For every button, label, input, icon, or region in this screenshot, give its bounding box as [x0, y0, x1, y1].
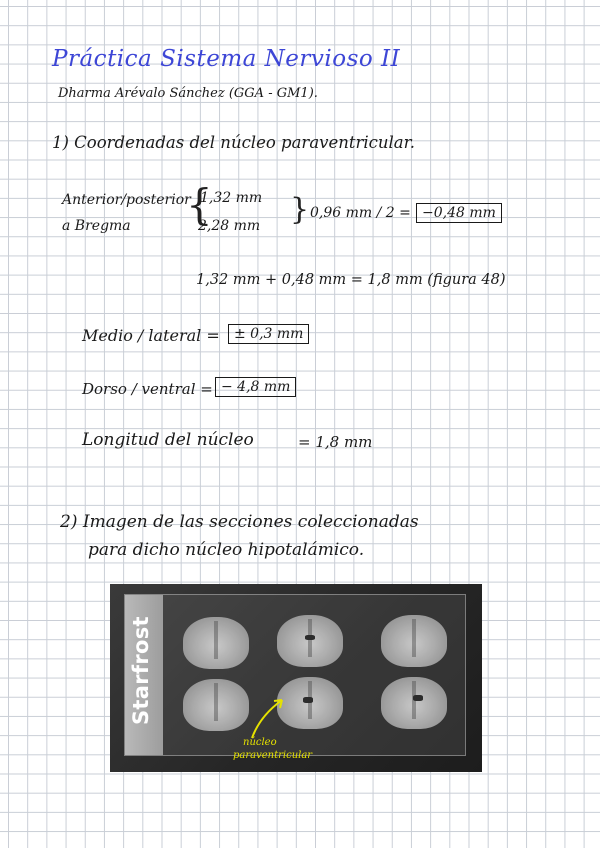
dv-value-box: − 4,8 mm	[215, 377, 296, 397]
section2-heading-line1: 2) Imagen de las secciones coleccionadas	[60, 512, 419, 532]
author-line: Dharma Arévalo Sánchez (GGA - GM1).	[58, 86, 318, 101]
brain-section	[381, 615, 447, 667]
ml-value-box: ± 0,3 mm	[228, 324, 309, 344]
annotation-arrow-icon	[230, 690, 300, 742]
left-brace: {	[186, 180, 213, 229]
photo-label-line2: paraventricular	[233, 750, 313, 761]
slide-brand: Starfrost	[129, 616, 153, 725]
ap-label-line2: a Bregma	[62, 218, 131, 234]
photo-label-line1: núcleo	[243, 737, 277, 748]
brain-section	[381, 677, 447, 729]
ml-label: Medio / lateral =	[82, 326, 220, 345]
slide-photo	[110, 584, 482, 772]
length-label: Longitud del núcleo	[82, 430, 254, 450]
ap-result-box: −0,48 mm	[416, 203, 502, 223]
dv-label: Dorso / ventral =	[82, 380, 213, 398]
length-value: = 1,8 mm	[298, 433, 373, 451]
page-title: Práctica Sistema Nervioso II	[52, 46, 401, 72]
section1-heading: 1) Coordenadas del núcleo paraventricular.	[52, 133, 415, 152]
sum-line: 1,32 mm + 0,48 mm = 1,8 mm (figura 48)	[196, 272, 506, 288]
tissue-fold	[303, 697, 313, 703]
tissue-fold	[305, 635, 315, 640]
brain-section	[183, 617, 249, 669]
ap-value-2: 2,28 mm	[198, 218, 261, 234]
ap-value-1: 1,32 mm	[200, 190, 263, 206]
ap-calc: 0,96 mm / 2 =	[310, 205, 411, 221]
right-brace: }	[290, 192, 310, 227]
tissue-fold	[413, 695, 423, 701]
ap-label-line1: Anterior/posterior	[62, 192, 191, 208]
section2-heading-line2: para dicho núcleo hipotalámico.	[88, 540, 365, 560]
brain-section	[277, 615, 343, 667]
